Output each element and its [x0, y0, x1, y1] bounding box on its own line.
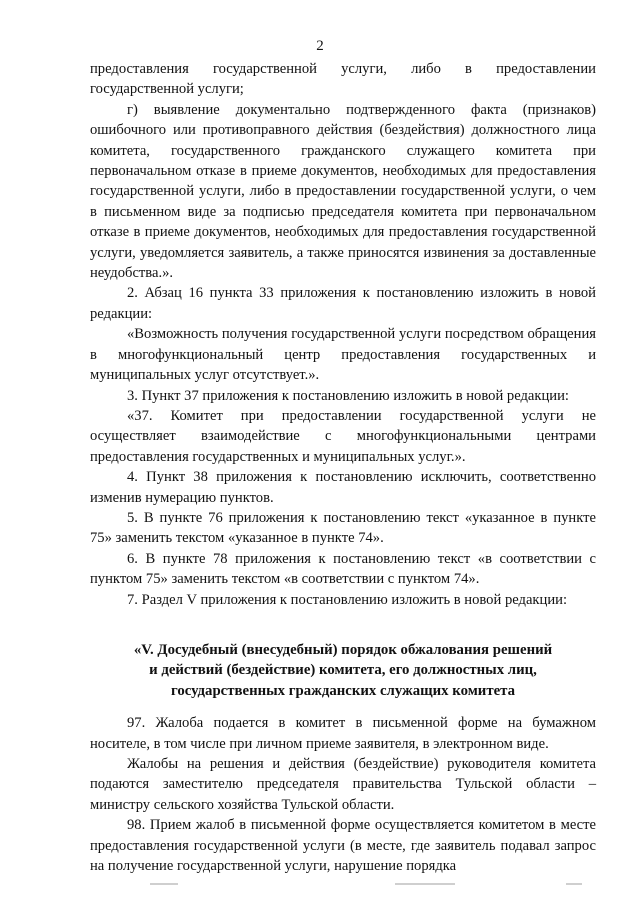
paragraph: 7. Раздел V приложения к постановлению изложить в новой редакции:: [127, 591, 567, 608]
paragraph: 4. Пункт 38 приложения к постановлению исключить, соответственно изменив нумерацию пунктов.: [90, 469, 596, 506]
paragraph: «37. Комитет при предоставлении государственной услуги не осуществляет взаимодействие с многофункциональными центрами предоставления государственных и муниципальных услуг.».: [90, 407, 596, 465]
heading-line: государственных гражданских служащих комитета: [170, 682, 516, 699]
text-block-bottom: [90, 713, 596, 876]
paragraph: 3. Пункт 37 приложения к постановлению изложить в новой редакции:: [127, 387, 569, 404]
scan-artifact: [150, 883, 178, 885]
paragraph: 6. В пункте 78 приложения к постановлению текст «в соответствии с пунктом 75» заменить текстом «в соответствии с пунктом 74».: [90, 550, 596, 588]
scan-artifact: [395, 883, 455, 885]
scan-artifact: [566, 883, 582, 885]
paragraph: Жалобы на решения и действия (бездействие) руководителя комитета подаются заместителю председателя правительства Тульской области – министру сельского хозяйства Тульской области.: [90, 756, 596, 813]
paragraph: 2. Абзац 16 пункта 33 приложения к постановлению изложить в новой редакции:: [90, 285, 596, 322]
document-body: [90, 59, 596, 876]
paragraph: предоставления государственной услуги, либо в предоставлении государственной услуги;: [90, 61, 596, 98]
paragraph: 5. В пункте 76 приложения к постановлению текст «указанное в пункте 75» заменить текстом «указанное в пункте 74».: [90, 509, 596, 547]
page-number: 2: [316, 38, 324, 54]
section-heading: [90, 640, 596, 701]
paragraph: 97. Жалоба подается в комитет в письменной форме на бумажном носителе, в том числе при личном приеме заявителя, в электронном виде.: [90, 715, 596, 752]
text-block-top: [90, 59, 596, 610]
paragraph: г) выявление документально подтвержденного факта (признаков) ошибочного или противоправного действия (бездействия) должностного лица комитета, государственного гражданского служащего комитета при первоначальном отказе в приеме документов, необходимых для предоставления государственной услуги, либо в предоставлении государственной услуги, о чем в письменном виде за подписью председателя комитета при первоначальном отказе в приеме документов, необходимых для предоставления государственной услуги, уведомляется заявитель, а также приносятся извинения за доставленные неудобства.».: [90, 101, 596, 282]
heading-line: «V. Досудебный (внесудебный) порядок обжалования решений: [133, 641, 553, 658]
heading-line: и действий (бездействие) комитета, его должностных лиц,: [149, 662, 537, 679]
paragraph: «Возможность получения государственной услуги посредством обращения в многофункциональный центр предоставления государственных и муниципальных услуг отсутствует.».: [90, 326, 596, 384]
paragraph: 98. Прием жалоб в письменной форме осуществляется комитетом в месте предоставления государственной услуги (в месте, где заявитель подавал запрос на получение государственной услуги, нарушение порядка: [90, 817, 596, 875]
